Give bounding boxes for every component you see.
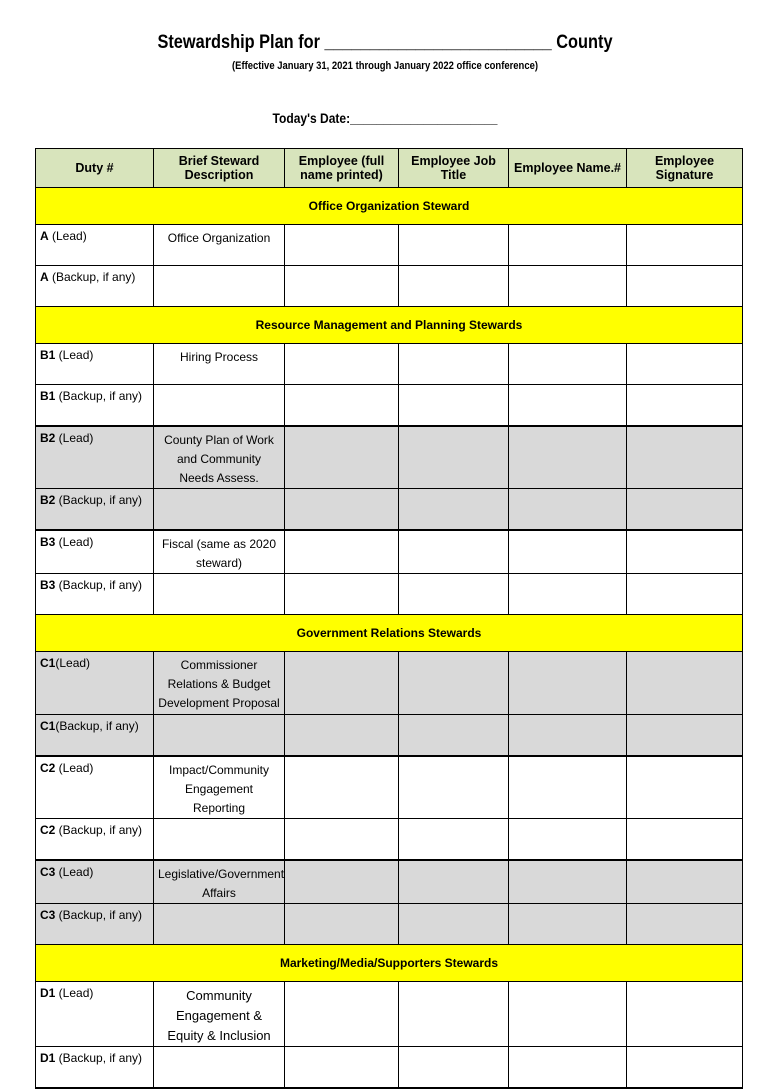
employee-input[interactable]: [285, 756, 399, 819]
section-office: Office Organization Steward: [36, 188, 743, 225]
job-title-input[interactable]: [399, 1047, 509, 1089]
employee-name-input[interactable]: [509, 426, 627, 489]
employee-name-input[interactable]: [509, 715, 627, 757]
desc-cell: Impact/Community Engagement Reporting: [154, 756, 285, 819]
duty-cell: C1(Lead): [36, 652, 154, 715]
signature-input[interactable]: [627, 904, 743, 945]
job-title-input[interactable]: [399, 489, 509, 531]
employee-input[interactable]: [285, 860, 399, 904]
employee-input[interactable]: [285, 1047, 399, 1089]
employee-input[interactable]: [285, 982, 399, 1047]
desc-cell: [154, 574, 285, 615]
employee-input[interactable]: [285, 715, 399, 757]
employee-name-input[interactable]: [509, 756, 627, 819]
employee-input[interactable]: [285, 574, 399, 615]
employee-name-input[interactable]: [509, 819, 627, 861]
desc-cell: Office Organization: [154, 225, 285, 266]
duty-cell: B3 (Lead): [36, 530, 154, 574]
duty-cell: C2 (Backup, if any): [36, 819, 154, 861]
job-title-input[interactable]: [399, 904, 509, 945]
duty-cell: B3 (Backup, if any): [36, 574, 154, 615]
col-description: Brief Steward Description: [154, 149, 285, 188]
desc-cell: Fiscal (same as 2020 steward): [154, 530, 285, 574]
desc-cell: Community Engagement & Equity & Inclusion: [154, 982, 285, 1047]
job-title-input[interactable]: [399, 982, 509, 1047]
signature-input[interactable]: [627, 860, 743, 904]
col-signature: Employee Signature: [627, 149, 743, 188]
job-title-input[interactable]: [399, 225, 509, 266]
signature-input[interactable]: [627, 426, 743, 489]
job-title-input[interactable]: [399, 860, 509, 904]
signature-input[interactable]: [627, 266, 743, 307]
duty-cell: A (Backup, if any): [36, 266, 154, 307]
duty-cell: C1(Backup, if any): [36, 715, 154, 757]
page-subtitle: (Effective January 31, 2021 through January 2022 office conference): [232, 60, 538, 72]
signature-input[interactable]: [627, 1047, 743, 1089]
employee-name-input[interactable]: [509, 904, 627, 945]
employee-name-input[interactable]: [509, 385, 627, 427]
desc-cell: [154, 385, 285, 427]
employee-input[interactable]: [285, 385, 399, 427]
job-title-input[interactable]: [399, 266, 509, 307]
desc-cell: [154, 1047, 285, 1089]
desc-cell: Legislative/Government Affairs: [154, 860, 285, 904]
job-title-input[interactable]: [399, 426, 509, 489]
employee-name-input[interactable]: [509, 344, 627, 385]
col-employee: Employee (full name printed): [285, 149, 399, 188]
signature-input[interactable]: [627, 819, 743, 861]
employee-name-input[interactable]: [509, 860, 627, 904]
duty-cell: D1 (Backup, if any): [36, 1047, 154, 1089]
duty-cell: B2 (Lead): [36, 426, 154, 489]
employee-name-input[interactable]: [509, 652, 627, 715]
desc-cell: [154, 715, 285, 757]
stewardship-table: [35, 148, 743, 1089]
employee-input[interactable]: [285, 530, 399, 574]
job-title-input[interactable]: [399, 574, 509, 615]
signature-input[interactable]: [627, 652, 743, 715]
desc-cell: [154, 489, 285, 531]
employee-input[interactable]: [285, 652, 399, 715]
signature-input[interactable]: [627, 344, 743, 385]
duty-cell: C3 (Backup, if any): [36, 904, 154, 945]
signature-input[interactable]: [627, 574, 743, 615]
signature-input[interactable]: [627, 530, 743, 574]
duty-cell: D1 (Lead): [36, 982, 154, 1047]
duty-cell: B1 (Backup, if any): [36, 385, 154, 427]
employee-name-input[interactable]: [509, 225, 627, 266]
signature-input[interactable]: [627, 225, 743, 266]
employee-input[interactable]: [285, 266, 399, 307]
col-job-title: Employee Job Title: [399, 149, 509, 188]
job-title-input[interactable]: [399, 756, 509, 819]
employee-input[interactable]: [285, 489, 399, 531]
todays-date-field[interactable]: Today's Date:______________________: [272, 110, 498, 126]
employee-input[interactable]: [285, 344, 399, 385]
desc-cell: [154, 904, 285, 945]
duty-cell: B2 (Backup, if any): [36, 489, 154, 531]
employee-name-input[interactable]: [509, 266, 627, 307]
job-title-input[interactable]: [399, 344, 509, 385]
employee-input[interactable]: [285, 225, 399, 266]
employee-input[interactable]: [285, 819, 399, 861]
employee-name-input[interactable]: [509, 574, 627, 615]
duty-cell: C2 (Lead): [36, 756, 154, 819]
signature-input[interactable]: [627, 385, 743, 427]
col-employee-name: Employee Name.#: [509, 149, 627, 188]
employee-name-input[interactable]: [509, 982, 627, 1047]
job-title-input[interactable]: [399, 652, 509, 715]
desc-cell: Commissioner Relations & Budget Development Proposal: [154, 652, 285, 715]
employee-name-input[interactable]: [509, 489, 627, 531]
col-duty: Duty #: [36, 149, 154, 188]
employee-input[interactable]: [285, 904, 399, 945]
desc-cell: [154, 819, 285, 861]
signature-input[interactable]: [627, 982, 743, 1047]
section-gov: Government Relations Stewards: [36, 615, 743, 652]
employee-name-input[interactable]: [509, 1047, 627, 1089]
desc-cell: Hiring Process: [154, 344, 285, 385]
employee-name-input[interactable]: [509, 530, 627, 574]
page-title: Stewardship Plan for _________________________ County: [157, 32, 613, 53]
signature-input[interactable]: [627, 489, 743, 531]
job-title-input[interactable]: [399, 385, 509, 427]
signature-input[interactable]: [627, 756, 743, 819]
duty-cell: C3 (Lead): [36, 860, 154, 904]
job-title-input[interactable]: [399, 819, 509, 861]
desc-cell: [154, 266, 285, 307]
signature-input[interactable]: [627, 715, 743, 757]
job-title-input[interactable]: [399, 715, 509, 757]
employee-input[interactable]: [285, 426, 399, 489]
job-title-input[interactable]: [399, 530, 509, 574]
duty-cell: B1 (Lead): [36, 344, 154, 385]
desc-cell: County Plan of Work and Community Needs Assess.: [154, 426, 285, 489]
section-resource: Resource Management and Planning Stewards: [36, 307, 743, 344]
section-marketing: Marketing/Media/Supporters Stewards: [36, 945, 743, 982]
duty-cell: A (Lead): [36, 225, 154, 266]
